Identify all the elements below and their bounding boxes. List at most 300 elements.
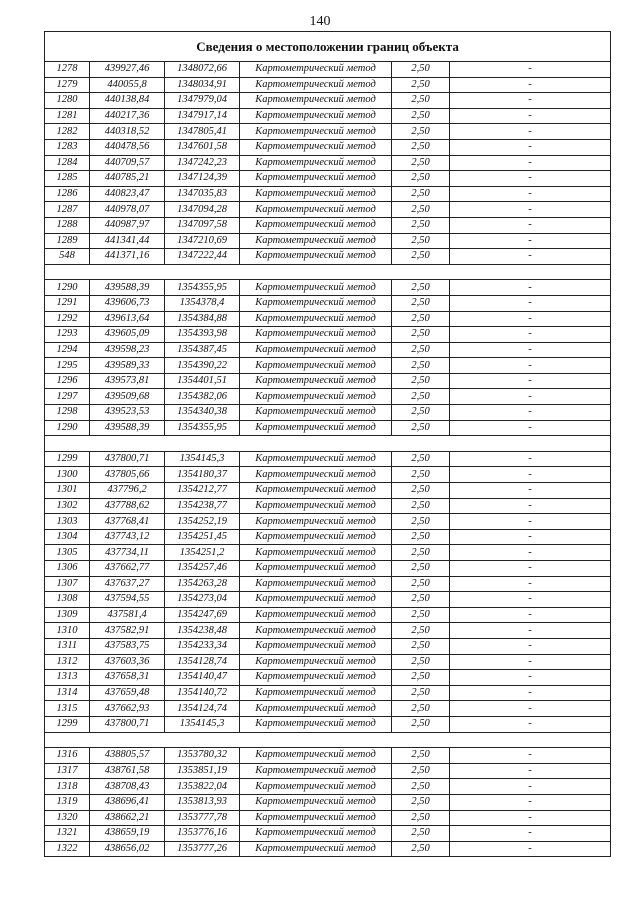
point-number-cell: 1317 [45, 763, 90, 779]
point-number-cell: 1314 [45, 685, 90, 701]
point-number-cell: 1292 [45, 311, 90, 327]
note-cell: - [450, 327, 611, 343]
point-number-cell: 1290 [45, 280, 90, 296]
y-coordinate-cell: 1354251,45 [165, 529, 240, 545]
group-separator-cell [45, 732, 611, 748]
x-coordinate-cell: 437662,77 [90, 561, 165, 577]
method-cell: Картометрический метод [240, 295, 392, 311]
point-number-cell: 1279 [45, 77, 90, 93]
note-cell: - [450, 826, 611, 842]
note-cell: - [450, 389, 611, 405]
y-coordinate-cell: 1354140,72 [165, 685, 240, 701]
method-cell: Картометрический метод [240, 93, 392, 109]
accuracy-cell: 2,50 [392, 498, 450, 514]
x-coordinate-cell: 439589,33 [90, 358, 165, 374]
y-coordinate-cell: 1354251,2 [165, 545, 240, 561]
table-row [45, 483, 611, 499]
note-cell: - [450, 139, 611, 155]
note-cell: - [450, 716, 611, 732]
accuracy-cell: 2,50 [392, 327, 450, 343]
boundary-table [44, 31, 611, 857]
note-cell: - [450, 451, 611, 467]
method-cell: Картометрический метод [240, 794, 392, 810]
x-coordinate-cell: 437662,93 [90, 701, 165, 717]
accuracy-cell: 2,50 [392, 171, 450, 187]
accuracy-cell: 2,50 [392, 467, 450, 483]
point-number-cell: 1316 [45, 748, 90, 764]
accuracy-cell: 2,50 [392, 810, 450, 826]
point-number-cell: 1322 [45, 841, 90, 857]
y-coordinate-cell: 1353777,26 [165, 841, 240, 857]
note-cell: - [450, 607, 611, 623]
accuracy-cell: 2,50 [392, 93, 450, 109]
method-cell: Картометрический метод [240, 810, 392, 826]
boundary-table-sheet [44, 31, 610, 857]
x-coordinate-cell: 441341,44 [90, 233, 165, 249]
y-coordinate-cell: 1347805,41 [165, 124, 240, 140]
point-number-cell: 1294 [45, 342, 90, 358]
x-coordinate-cell: 439605,09 [90, 327, 165, 343]
accuracy-cell: 2,50 [392, 389, 450, 405]
accuracy-cell: 2,50 [392, 514, 450, 530]
point-number-cell: 1303 [45, 514, 90, 530]
y-coordinate-cell: 1354212,77 [165, 483, 240, 499]
note-cell: - [450, 748, 611, 764]
method-cell: Картометрический метод [240, 405, 392, 421]
table-row [45, 514, 611, 530]
table-row [45, 763, 611, 779]
method-cell: Картометрический метод [240, 483, 392, 499]
table-row [45, 358, 611, 374]
accuracy-cell: 2,50 [392, 186, 450, 202]
method-cell: Картометрический метод [240, 592, 392, 608]
method-cell: Картометрический метод [240, 327, 392, 343]
point-number-cell: 1308 [45, 592, 90, 608]
y-coordinate-cell: 1347097,58 [165, 217, 240, 233]
method-cell: Картометрический метод [240, 670, 392, 686]
note-cell: - [450, 62, 611, 78]
x-coordinate-cell: 440318,52 [90, 124, 165, 140]
accuracy-cell: 2,50 [392, 545, 450, 561]
accuracy-cell: 2,50 [392, 139, 450, 155]
method-cell: Картометрический метод [240, 420, 392, 436]
table-row [45, 654, 611, 670]
accuracy-cell: 2,50 [392, 576, 450, 592]
point-number-cell: 1315 [45, 701, 90, 717]
method-cell: Картометрический метод [240, 654, 392, 670]
method-cell: Картометрический метод [240, 763, 392, 779]
accuracy-cell: 2,50 [392, 794, 450, 810]
point-number-cell: 1280 [45, 93, 90, 109]
y-coordinate-cell: 1354387,45 [165, 342, 240, 358]
note-cell: - [450, 93, 611, 109]
method-cell: Картометрический метод [240, 311, 392, 327]
accuracy-cell: 2,50 [392, 623, 450, 639]
y-coordinate-cell: 1347979,04 [165, 93, 240, 109]
method-cell: Картометрический метод [240, 576, 392, 592]
point-number-cell: 1313 [45, 670, 90, 686]
x-coordinate-cell: 437788,62 [90, 498, 165, 514]
method-cell: Картометрический метод [240, 748, 392, 764]
y-coordinate-cell: 1354145,3 [165, 451, 240, 467]
table-row [45, 748, 611, 764]
point-number-cell: 1289 [45, 233, 90, 249]
note-cell: - [450, 638, 611, 654]
method-cell: Картометрический метод [240, 202, 392, 218]
x-coordinate-cell: 440217,36 [90, 108, 165, 124]
table-row [45, 171, 611, 187]
table-row [45, 295, 611, 311]
method-cell: Картометрический метод [240, 685, 392, 701]
y-coordinate-cell: 1353780,32 [165, 748, 240, 764]
y-coordinate-cell: 1347094,28 [165, 202, 240, 218]
accuracy-cell: 2,50 [392, 373, 450, 389]
table-row [45, 77, 611, 93]
table-row [45, 405, 611, 421]
accuracy-cell: 2,50 [392, 483, 450, 499]
point-number-cell: 1301 [45, 483, 90, 499]
table-row [45, 108, 611, 124]
y-coordinate-cell: 1354263,28 [165, 576, 240, 592]
table-title: Сведения о местоположении границ объекта [45, 32, 611, 62]
table-row [45, 670, 611, 686]
method-cell: Картометрический метод [240, 108, 392, 124]
y-coordinate-cell: 1353776,16 [165, 826, 240, 842]
point-number-cell: 1311 [45, 638, 90, 654]
table-row [45, 794, 611, 810]
point-number-cell: 1297 [45, 389, 90, 405]
note-cell: - [450, 77, 611, 93]
method-cell: Картометрический метод [240, 514, 392, 530]
table-row [45, 342, 611, 358]
note-cell: - [450, 623, 611, 639]
method-cell: Картометрический метод [240, 451, 392, 467]
table-row [45, 155, 611, 171]
method-cell: Картометрический метод [240, 607, 392, 623]
y-coordinate-cell: 1347242,23 [165, 155, 240, 171]
method-cell: Картометрический метод [240, 233, 392, 249]
x-coordinate-cell: 438761,58 [90, 763, 165, 779]
y-coordinate-cell: 1354378,4 [165, 295, 240, 311]
method-cell: Картометрический метод [240, 701, 392, 717]
y-coordinate-cell: 1347124,39 [165, 171, 240, 187]
accuracy-cell: 2,50 [392, 826, 450, 842]
accuracy-cell: 2,50 [392, 202, 450, 218]
note-cell: - [450, 467, 611, 483]
point-number-cell: 1281 [45, 108, 90, 124]
accuracy-cell: 2,50 [392, 77, 450, 93]
table-row [45, 545, 611, 561]
table-row [45, 607, 611, 623]
note-cell: - [450, 295, 611, 311]
table-row [45, 498, 611, 514]
y-coordinate-cell: 1347222,44 [165, 249, 240, 265]
note-cell: - [450, 498, 611, 514]
point-number-cell: 1319 [45, 794, 90, 810]
x-coordinate-cell: 440785,21 [90, 171, 165, 187]
y-coordinate-cell: 1354238,48 [165, 623, 240, 639]
method-cell: Картометрический метод [240, 342, 392, 358]
note-cell: - [450, 171, 611, 187]
method-cell: Картометрический метод [240, 826, 392, 842]
group-separator-cell [45, 436, 611, 452]
method-cell: Картометрический метод [240, 171, 392, 187]
group-separator-row [45, 436, 611, 452]
method-cell: Картометрический метод [240, 217, 392, 233]
note-cell: - [450, 763, 611, 779]
method-cell: Картометрический метод [240, 186, 392, 202]
accuracy-cell: 2,50 [392, 62, 450, 78]
note-cell: - [450, 233, 611, 249]
x-coordinate-cell: 440823,47 [90, 186, 165, 202]
y-coordinate-cell: 1354355,95 [165, 420, 240, 436]
method-cell: Картометрический метод [240, 561, 392, 577]
table-row [45, 202, 611, 218]
accuracy-cell: 2,50 [392, 249, 450, 265]
point-number-cell: 1310 [45, 623, 90, 639]
y-coordinate-cell: 1354384,88 [165, 311, 240, 327]
x-coordinate-cell: 438696,41 [90, 794, 165, 810]
group-separator-row [45, 264, 611, 280]
table-row [45, 451, 611, 467]
table-body [45, 62, 611, 857]
table-row [45, 623, 611, 639]
note-cell: - [450, 483, 611, 499]
x-coordinate-cell: 437583,75 [90, 638, 165, 654]
accuracy-cell: 2,50 [392, 358, 450, 374]
y-coordinate-cell: 1354124,74 [165, 701, 240, 717]
table-row [45, 638, 611, 654]
y-coordinate-cell: 1354180,37 [165, 467, 240, 483]
accuracy-cell: 2,50 [392, 763, 450, 779]
table-row [45, 576, 611, 592]
point-number-cell: 1282 [45, 124, 90, 140]
page-number: 140 [309, 14, 331, 29]
group-separator-cell [45, 264, 611, 280]
accuracy-cell: 2,50 [392, 217, 450, 233]
table-row [45, 701, 611, 717]
y-coordinate-cell: 1353851,19 [165, 763, 240, 779]
method-cell: Картометрический метод [240, 841, 392, 857]
x-coordinate-cell: 438662,21 [90, 810, 165, 826]
table-row [45, 217, 611, 233]
x-coordinate-cell: 440987,97 [90, 217, 165, 233]
accuracy-cell: 2,50 [392, 638, 450, 654]
accuracy-cell: 2,50 [392, 124, 450, 140]
table-row [45, 529, 611, 545]
method-cell: Картометрический метод [240, 389, 392, 405]
y-coordinate-cell: 1354390,22 [165, 358, 240, 374]
point-number-cell: 1321 [45, 826, 90, 842]
y-coordinate-cell: 1354257,46 [165, 561, 240, 577]
x-coordinate-cell: 439588,39 [90, 280, 165, 296]
note-cell: - [450, 545, 611, 561]
point-number-cell: 1305 [45, 545, 90, 561]
table-row [45, 327, 611, 343]
point-number-cell: 1318 [45, 779, 90, 795]
y-coordinate-cell: 1353813,93 [165, 794, 240, 810]
point-number-cell: 1288 [45, 217, 90, 233]
accuracy-cell: 2,50 [392, 701, 450, 717]
accuracy-cell: 2,50 [392, 280, 450, 296]
y-coordinate-cell: 1354355,95 [165, 280, 240, 296]
method-cell: Картометрический метод [240, 529, 392, 545]
table-row [45, 592, 611, 608]
table-row [45, 280, 611, 296]
note-cell: - [450, 202, 611, 218]
point-number-cell: 548 [45, 249, 90, 265]
x-coordinate-cell: 437800,71 [90, 716, 165, 732]
table-row [45, 826, 611, 842]
method-cell: Картометрический метод [240, 638, 392, 654]
y-coordinate-cell: 1354393,98 [165, 327, 240, 343]
note-cell: - [450, 311, 611, 327]
y-coordinate-cell: 1354145,3 [165, 716, 240, 732]
accuracy-cell: 2,50 [392, 311, 450, 327]
point-number-cell: 1287 [45, 202, 90, 218]
method-cell: Картометрический метод [240, 358, 392, 374]
point-number-cell: 1320 [45, 810, 90, 826]
x-coordinate-cell: 437659,48 [90, 685, 165, 701]
table-row [45, 373, 611, 389]
x-coordinate-cell: 439523,53 [90, 405, 165, 421]
note-cell: - [450, 217, 611, 233]
y-coordinate-cell: 1347917,14 [165, 108, 240, 124]
accuracy-cell: 2,50 [392, 405, 450, 421]
table-row [45, 810, 611, 826]
method-cell: Картометрический метод [240, 716, 392, 732]
method-cell: Картометрический метод [240, 280, 392, 296]
x-coordinate-cell: 437768,41 [90, 514, 165, 530]
method-cell: Картометрический метод [240, 779, 392, 795]
x-coordinate-cell: 441371,16 [90, 249, 165, 265]
point-number-cell: 1304 [45, 529, 90, 545]
table-row [45, 467, 611, 483]
y-coordinate-cell: 1354273,04 [165, 592, 240, 608]
accuracy-cell: 2,50 [392, 155, 450, 171]
accuracy-cell: 2,50 [392, 670, 450, 686]
point-number-cell: 1312 [45, 654, 90, 670]
table-row [45, 93, 611, 109]
table-row [45, 124, 611, 140]
table-row [45, 186, 611, 202]
note-cell: - [450, 670, 611, 686]
note-cell: - [450, 810, 611, 826]
y-coordinate-cell: 1353777,78 [165, 810, 240, 826]
accuracy-cell: 2,50 [392, 716, 450, 732]
table-row [45, 716, 611, 732]
accuracy-cell: 2,50 [392, 233, 450, 249]
accuracy-cell: 2,50 [392, 841, 450, 857]
accuracy-cell: 2,50 [392, 685, 450, 701]
group-separator-row [45, 732, 611, 748]
x-coordinate-cell: 437800,71 [90, 451, 165, 467]
y-coordinate-cell: 1353822,04 [165, 779, 240, 795]
method-cell: Картометрический метод [240, 373, 392, 389]
point-number-cell: 1283 [45, 139, 90, 155]
point-number-cell: 1298 [45, 405, 90, 421]
x-coordinate-cell: 440055,8 [90, 77, 165, 93]
y-coordinate-cell: 1354252,19 [165, 514, 240, 530]
accuracy-cell: 2,50 [392, 295, 450, 311]
point-number-cell: 1278 [45, 62, 90, 78]
note-cell: - [450, 108, 611, 124]
note-cell: - [450, 405, 611, 421]
note-cell: - [450, 514, 611, 530]
x-coordinate-cell: 438805,57 [90, 748, 165, 764]
table-row [45, 139, 611, 155]
x-coordinate-cell: 437734,11 [90, 545, 165, 561]
point-number-cell: 1299 [45, 716, 90, 732]
table-row [45, 249, 611, 265]
x-coordinate-cell: 439598,23 [90, 342, 165, 358]
x-coordinate-cell: 437582,91 [90, 623, 165, 639]
x-coordinate-cell: 438656,02 [90, 841, 165, 857]
method-cell: Картометрический метод [240, 62, 392, 78]
method-cell: Картометрический метод [240, 467, 392, 483]
y-coordinate-cell: 1354238,77 [165, 498, 240, 514]
point-number-cell: 1286 [45, 186, 90, 202]
point-number-cell: 1299 [45, 451, 90, 467]
x-coordinate-cell: 440709,57 [90, 155, 165, 171]
x-coordinate-cell: 439927,46 [90, 62, 165, 78]
y-coordinate-cell: 1347601,58 [165, 139, 240, 155]
note-cell: - [450, 794, 611, 810]
point-number-cell: 1284 [45, 155, 90, 171]
note-cell: - [450, 342, 611, 358]
method-cell: Картометрический метод [240, 139, 392, 155]
accuracy-cell: 2,50 [392, 748, 450, 764]
table-row [45, 420, 611, 436]
x-coordinate-cell: 437743,12 [90, 529, 165, 545]
y-coordinate-cell: 1347035,83 [165, 186, 240, 202]
accuracy-cell: 2,50 [392, 342, 450, 358]
x-coordinate-cell: 437805,66 [90, 467, 165, 483]
accuracy-cell: 2,50 [392, 529, 450, 545]
note-cell: - [450, 576, 611, 592]
note-cell: - [450, 358, 611, 374]
point-number-cell: 1306 [45, 561, 90, 577]
note-cell: - [450, 124, 611, 140]
y-coordinate-cell: 1348034,91 [165, 77, 240, 93]
note-cell: - [450, 529, 611, 545]
x-coordinate-cell: 437603,36 [90, 654, 165, 670]
note-cell: - [450, 685, 611, 701]
method-cell: Картометрический метод [240, 155, 392, 171]
x-coordinate-cell: 440478,56 [90, 139, 165, 155]
note-cell: - [450, 841, 611, 857]
accuracy-cell: 2,50 [392, 420, 450, 436]
x-coordinate-cell: 439509,68 [90, 389, 165, 405]
y-coordinate-cell: 1348072,66 [165, 62, 240, 78]
x-coordinate-cell: 439588,39 [90, 420, 165, 436]
point-number-cell: 1300 [45, 467, 90, 483]
x-coordinate-cell: 437658,31 [90, 670, 165, 686]
note-cell: - [450, 186, 611, 202]
point-number-cell: 1291 [45, 295, 90, 311]
accuracy-cell: 2,50 [392, 592, 450, 608]
table-row [45, 841, 611, 857]
method-cell: Картометрический метод [240, 623, 392, 639]
note-cell: - [450, 561, 611, 577]
note-cell: - [450, 280, 611, 296]
x-coordinate-cell: 437594,55 [90, 592, 165, 608]
note-cell: - [450, 155, 611, 171]
note-cell: - [450, 654, 611, 670]
point-number-cell: 1293 [45, 327, 90, 343]
y-coordinate-cell: 1354140,47 [165, 670, 240, 686]
table-row [45, 685, 611, 701]
